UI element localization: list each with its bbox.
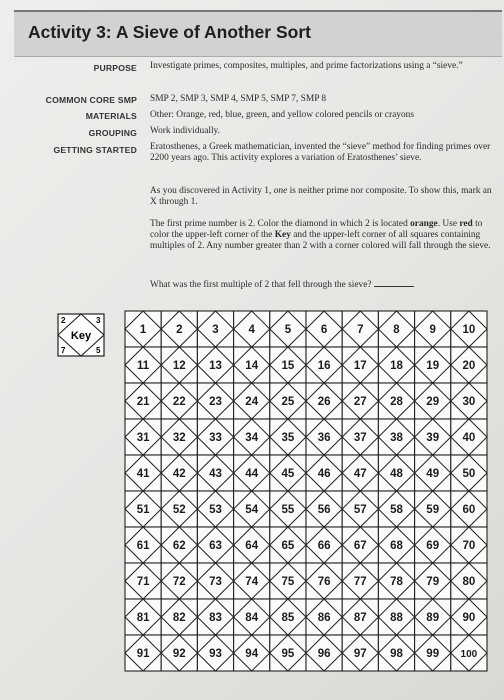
- grid-cell[interactable]: [125, 563, 161, 599]
- cell-number: 43: [209, 468, 222, 480]
- cell-number: 14: [245, 360, 259, 372]
- grid-cell[interactable]: [125, 491, 161, 527]
- grid-cell[interactable]: [161, 635, 197, 671]
- grid-cell[interactable]: [197, 527, 233, 563]
- activity-1-paragraph: As you discovered in Activity 1, one is neither prime nor composite. To show this, mark an X through 1.: [150, 186, 492, 208]
- cell-number: 65: [281, 540, 295, 552]
- cell-number: 54: [245, 504, 259, 516]
- grid-cell[interactable]: [342, 455, 378, 491]
- grid-cell[interactable]: [378, 527, 414, 563]
- cell-number: 16: [317, 360, 331, 372]
- grid-cell[interactable]: [161, 455, 197, 491]
- grid-cell[interactable]: [270, 599, 306, 635]
- grid-cell[interactable]: [234, 347, 270, 383]
- cell-number: 68: [390, 540, 403, 552]
- grid-cell[interactable]: [451, 491, 487, 527]
- key-diagram: [57, 313, 105, 357]
- grid-cell[interactable]: [415, 599, 451, 635]
- cell-number: 23: [209, 396, 222, 408]
- grid-cell[interactable]: [342, 311, 378, 347]
- grid-cell[interactable]: [342, 563, 378, 599]
- common-core-text: SMP 2, SMP 3, SMP 4, SMP 5, SMP 7, SMP 8: [150, 94, 327, 104]
- grid-cell[interactable]: [161, 347, 197, 383]
- grid-cell[interactable]: [197, 347, 233, 383]
- grid-cell[interactable]: [306, 455, 342, 491]
- grid-cell[interactable]: [234, 599, 270, 635]
- grid-cell[interactable]: [451, 419, 487, 455]
- grid-cell[interactable]: [197, 635, 233, 671]
- grid-cell[interactable]: [270, 419, 306, 455]
- grid-cell[interactable]: [415, 419, 451, 455]
- grid-cell[interactable]: [415, 635, 451, 671]
- cell-number: 17: [353, 360, 367, 372]
- grid-cell[interactable]: [161, 563, 197, 599]
- cell-number: 48: [390, 468, 403, 480]
- cell-number: 64: [245, 540, 259, 552]
- grid-cell[interactable]: [270, 635, 306, 671]
- grid-cell[interactable]: [125, 347, 161, 383]
- cell-number: 66: [317, 540, 331, 552]
- grid-cell[interactable]: [270, 563, 306, 599]
- cell-number: 38: [390, 432, 403, 444]
- cell-number: 47: [353, 468, 367, 480]
- cell-number: 69: [426, 540, 440, 552]
- cell-number: 33: [209, 432, 222, 444]
- cell-number: 78: [390, 576, 403, 588]
- cell-number: 27: [353, 396, 367, 408]
- answer-blank[interactable]: [374, 278, 414, 287]
- cell-number: 72: [172, 576, 186, 588]
- grid-cell[interactable]: [125, 599, 161, 635]
- cell-number: 20: [462, 360, 476, 372]
- cell-number: 21: [136, 396, 150, 408]
- grid-cell[interactable]: [270, 455, 306, 491]
- grid-cell[interactable]: [451, 635, 487, 671]
- cell-number: 5: [284, 324, 292, 336]
- cell-number: 49: [426, 468, 440, 480]
- grid-cell[interactable]: [197, 455, 233, 491]
- cell-number: 97: [353, 648, 367, 660]
- cell-number: 57: [353, 504, 367, 516]
- cell-number: 83: [209, 612, 222, 624]
- cell-number: 81: [136, 612, 150, 624]
- cell-number: 31: [136, 432, 150, 444]
- cell-number: 12: [172, 360, 186, 372]
- cell-number: 59: [426, 504, 440, 516]
- grid-cell[interactable]: [270, 383, 306, 419]
- grid-cell[interactable]: [342, 635, 378, 671]
- grid-cell[interactable]: [306, 491, 342, 527]
- grid-cell[interactable]: [451, 527, 487, 563]
- grid-cell[interactable]: [306, 599, 342, 635]
- cell-number: 46: [317, 468, 331, 480]
- cell-number: 52: [172, 504, 186, 516]
- grid-cell[interactable]: [378, 419, 414, 455]
- cell-number: 100: [460, 649, 478, 660]
- grid-cell[interactable]: [234, 563, 270, 599]
- grid-cell[interactable]: [342, 383, 378, 419]
- cell-number: 50: [462, 468, 476, 480]
- cell-number: 88: [390, 612, 403, 624]
- cell-number: 91: [136, 648, 150, 660]
- cell-number: 80: [462, 576, 476, 588]
- instruction-paragraph: The first prime number is 2. Color the diamond in which 2 is located orange. Use red to color the upper-left corner of the Key and the upper-left corner of all squares containing multiples of 2. Any number greater than 2 with a corner colored will fall through the sieve.: [150, 219, 491, 252]
- grid-cell[interactable]: [234, 419, 270, 455]
- cell-number: 84: [245, 612, 259, 624]
- cell-number: 93: [209, 648, 222, 660]
- cell-number: 75: [281, 576, 295, 588]
- grid-cell[interactable]: [125, 455, 161, 491]
- grid-cell[interactable]: [415, 527, 451, 563]
- cell-number: 35: [281, 432, 295, 444]
- grid-cell[interactable]: [415, 455, 451, 491]
- cell-number: 29: [426, 396, 440, 408]
- cell-number: 22: [172, 396, 186, 408]
- cell-number: 77: [353, 576, 367, 588]
- grid-cell[interactable]: [306, 383, 342, 419]
- grid-cell[interactable]: [234, 455, 270, 491]
- cell-number: 10: [462, 324, 476, 336]
- grid-cell[interactable]: [378, 311, 414, 347]
- grid-cell[interactable]: [197, 383, 233, 419]
- cell-number: 63: [209, 540, 222, 552]
- cell-number: 56: [317, 504, 331, 516]
- materials-text: Other: Orange, red, blue, green, and yellow colored pencils or crayons: [150, 110, 414, 120]
- cell-number: 34: [245, 432, 259, 444]
- grid-cell[interactable]: [451, 347, 487, 383]
- grid-cell[interactable]: [270, 347, 306, 383]
- activity-header: [14, 10, 502, 57]
- grid-cell[interactable]: [306, 527, 342, 563]
- grid-cell[interactable]: [342, 599, 378, 635]
- cell-number: 40: [462, 432, 476, 444]
- cell-number: 79: [426, 576, 440, 588]
- cell-number: 44: [245, 468, 259, 480]
- cell-number: 3: [212, 324, 219, 336]
- grid-cell[interactable]: [234, 491, 270, 527]
- materials-label: MATERIALS: [85, 111, 137, 121]
- grid-cell[interactable]: [125, 419, 161, 455]
- grid-cell[interactable]: [378, 563, 414, 599]
- cell-number: 95: [281, 648, 295, 660]
- cell-number: 94: [245, 648, 259, 660]
- grid-cell[interactable]: [161, 419, 197, 455]
- cell-number: 58: [390, 504, 403, 516]
- cell-number: 55: [281, 504, 295, 516]
- grid-cell[interactable]: [415, 311, 451, 347]
- grid-cell[interactable]: [125, 383, 161, 419]
- cell-number: 60: [462, 504, 476, 516]
- cell-number: 28: [390, 396, 403, 408]
- cell-number: 45: [281, 468, 295, 480]
- cell-number: 26: [317, 396, 331, 408]
- grid-cell[interactable]: [270, 311, 306, 347]
- grid-cell[interactable]: [342, 347, 378, 383]
- grouping-text: Work individually.: [150, 126, 220, 136]
- grid-cell[interactable]: [378, 599, 414, 635]
- getting-started-label: GETTING STARTED: [53, 145, 137, 155]
- cell-number: 92: [172, 648, 186, 660]
- grid-cell[interactable]: [378, 491, 414, 527]
- cell-number: 76: [317, 576, 331, 588]
- grid-cell[interactable]: [234, 383, 270, 419]
- grid-cell[interactable]: [234, 311, 270, 347]
- grid-cell[interactable]: [234, 527, 270, 563]
- cell-number: 51: [136, 504, 150, 516]
- common-core-label: COMMON CORE SMP: [45, 95, 137, 105]
- cell-number: 32: [172, 432, 186, 444]
- purpose-label: PURPOSE: [93, 63, 137, 73]
- cell-number: 36: [317, 432, 331, 444]
- cell-number: 74: [245, 576, 259, 588]
- cell-number: 62: [172, 540, 186, 552]
- cell-number: 7: [357, 324, 364, 336]
- question-text: What was the first multiple of 2 that fell through the sieve?: [150, 280, 372, 290]
- cell-number: 70: [462, 540, 476, 552]
- grid-cell[interactable]: [415, 347, 451, 383]
- grid-cell[interactable]: [415, 491, 451, 527]
- grid-cell[interactable]: [197, 419, 233, 455]
- cell-number: 73: [209, 576, 222, 588]
- cell-number: 18: [390, 360, 403, 372]
- activity-title: Activity 3: A Sieve of Another Sort: [28, 22, 311, 42]
- key-top-left: 2: [61, 316, 66, 325]
- grid-cell[interactable]: [378, 455, 414, 491]
- grid-cell[interactable]: [270, 491, 306, 527]
- question-line: [150, 278, 492, 291]
- grid-cell[interactable]: [197, 491, 233, 527]
- grid-cell[interactable]: [306, 419, 342, 455]
- cell-number: 30: [462, 396, 476, 408]
- cell-number: 24: [245, 396, 259, 408]
- grid-cell[interactable]: [161, 311, 197, 347]
- grid-cell[interactable]: [306, 347, 342, 383]
- grid-cell[interactable]: [378, 635, 414, 671]
- cell-number: 61: [136, 540, 150, 552]
- grid-cell[interactable]: [451, 563, 487, 599]
- grid-cell[interactable]: [197, 563, 233, 599]
- grid-cell[interactable]: [451, 455, 487, 491]
- cell-number: 67: [353, 540, 367, 552]
- grid-cell[interactable]: [125, 635, 161, 671]
- cell-number: 96: [317, 648, 331, 660]
- grid-cell[interactable]: [234, 635, 270, 671]
- grid-cell[interactable]: [161, 527, 197, 563]
- cell-number: 41: [136, 468, 150, 480]
- cell-number: 86: [317, 612, 331, 624]
- grid-cell[interactable]: [197, 311, 233, 347]
- cell-number: 39: [426, 432, 440, 444]
- key-top-right: 3: [96, 316, 101, 325]
- cell-number: 89: [426, 612, 440, 624]
- grid-cell[interactable]: [161, 383, 197, 419]
- grid-cell[interactable]: [451, 383, 487, 419]
- cell-number: 6: [320, 324, 328, 336]
- cell-number: 99: [426, 648, 440, 660]
- key-bottom-right: 5: [96, 346, 101, 355]
- grid-cell[interactable]: [451, 311, 487, 347]
- cell-number: 8: [393, 324, 400, 336]
- grid-cell[interactable]: [342, 491, 378, 527]
- grid-cell[interactable]: [125, 527, 161, 563]
- cell-number: 19: [426, 360, 440, 372]
- cell-number: 13: [209, 360, 222, 372]
- sieve-grid: [124, 310, 490, 674]
- cell-number: 42: [172, 468, 186, 480]
- grid-cell[interactable]: [342, 419, 378, 455]
- grid-cell[interactable]: [161, 599, 197, 635]
- getting-started-text: Eratosthenes, a Greek mathematician, invented the “sieve” method for finding primes over 2200 years ago. This activity explores a variation of Eratosthenes’ sieve.: [150, 142, 491, 164]
- grid-cell[interactable]: [125, 311, 161, 347]
- cell-number: 15: [281, 360, 295, 372]
- cell-number: 82: [172, 612, 186, 624]
- grid-cell[interactable]: [306, 311, 342, 347]
- grid-cell[interactable]: [415, 383, 451, 419]
- cell-number: 98: [390, 648, 403, 660]
- cell-number: 37: [353, 432, 367, 444]
- grid-cell[interactable]: [342, 527, 378, 563]
- grid-cell[interactable]: [378, 383, 414, 419]
- grid-cell[interactable]: [306, 635, 342, 671]
- key-label: Key: [70, 330, 92, 342]
- cell-number: 71: [136, 576, 150, 588]
- cell-number: 53: [209, 504, 222, 516]
- cell-number: 85: [281, 612, 295, 624]
- purpose-text: Investigate primes, composites, multiples, and prime factorizations using a “sieve.”: [150, 61, 463, 71]
- grid-cell[interactable]: [306, 563, 342, 599]
- grid-cell[interactable]: [415, 563, 451, 599]
- grid-cell[interactable]: [270, 527, 306, 563]
- cell-number: 87: [353, 612, 367, 624]
- key-bottom-left: 7: [61, 346, 66, 355]
- grid-cell[interactable]: [378, 347, 414, 383]
- cell-number: 9: [429, 324, 436, 336]
- grid-cell[interactable]: [161, 491, 197, 527]
- cell-number: 11: [137, 360, 150, 372]
- cell-number: 1: [139, 324, 147, 336]
- cell-number: 90: [462, 612, 476, 624]
- cell-number: 25: [281, 396, 295, 408]
- cell-number: 2: [176, 324, 183, 336]
- cell-number: 4: [248, 324, 255, 336]
- grouping-label: GROUPING: [88, 128, 137, 138]
- grid-cell[interactable]: [197, 599, 233, 635]
- grid-cell[interactable]: [451, 599, 487, 635]
